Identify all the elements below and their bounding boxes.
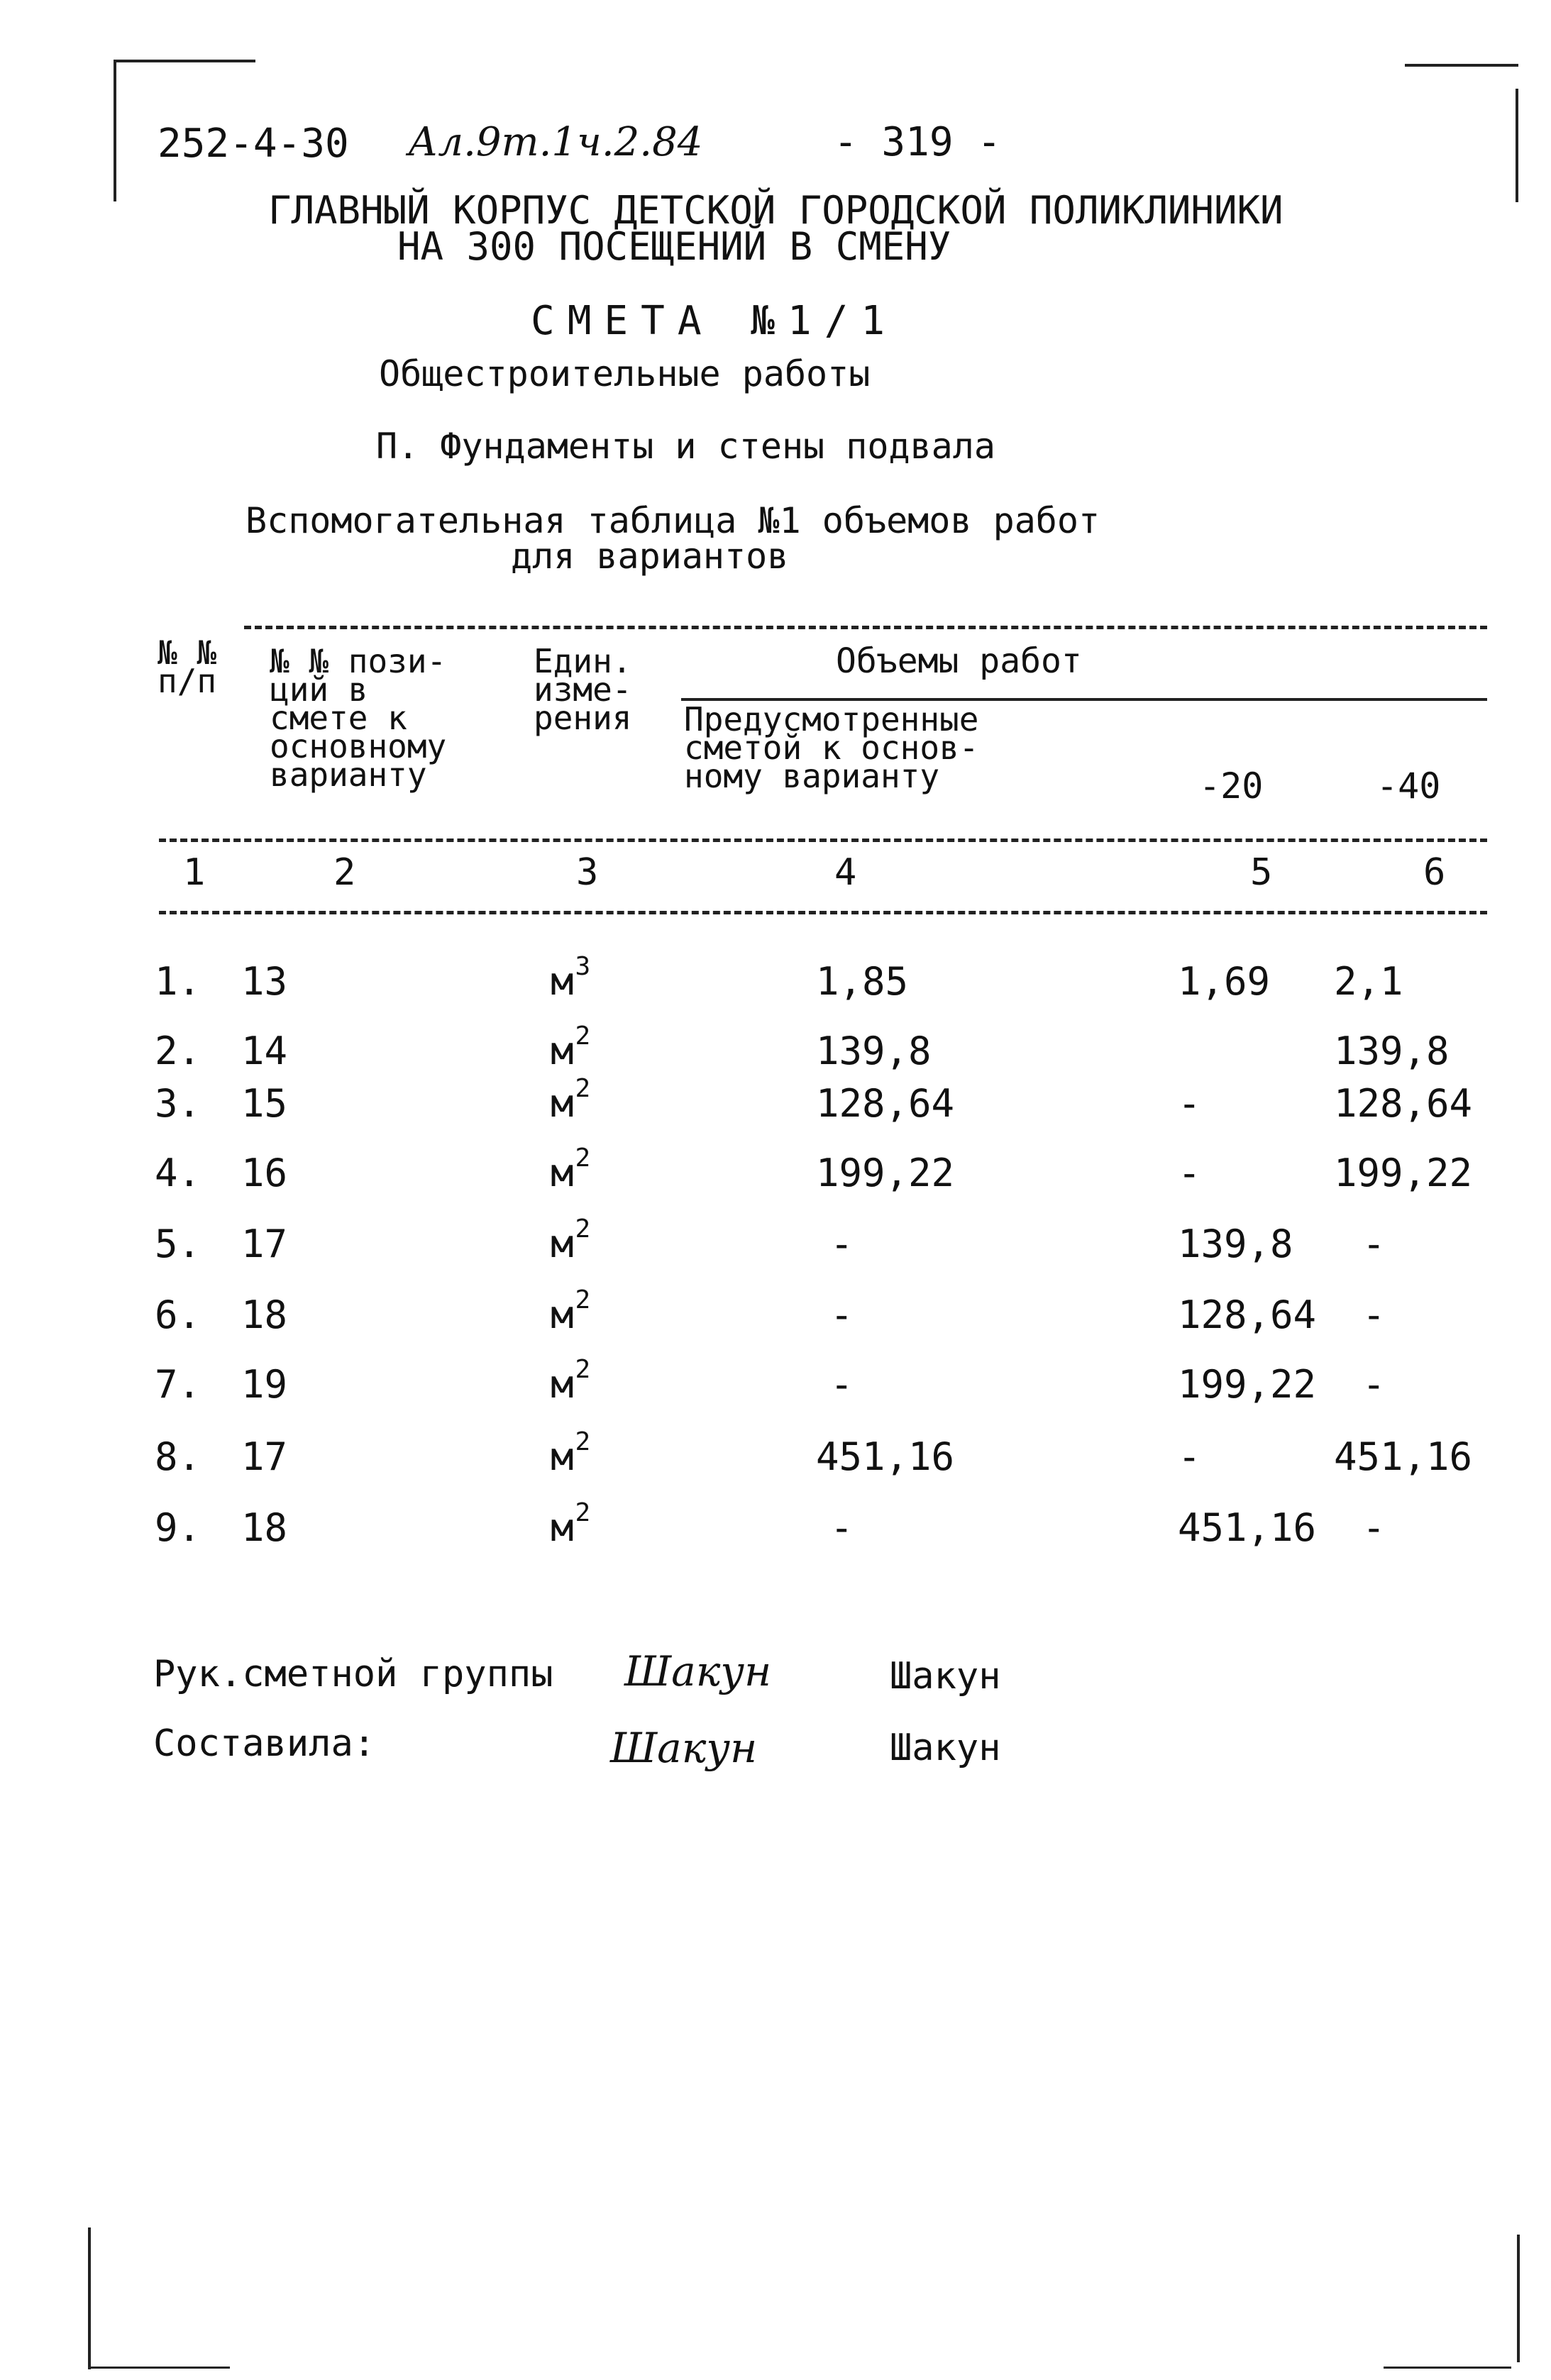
- variant-20-cell: 139,8: [1178, 1222, 1293, 1266]
- variant-20-cell: 1,69: [1178, 959, 1271, 1004]
- unit-exponent: 3: [575, 952, 591, 981]
- variant-40-cell: 128,64: [1334, 1081, 1473, 1126]
- unit-cell: [551, 1285, 591, 1337]
- unit-symbol: м: [551, 1222, 574, 1266]
- position-cell: 19: [241, 1362, 288, 1407]
- variant-40-cell: 139,8: [1334, 1029, 1450, 1073]
- row-number: 5.: [155, 1222, 202, 1266]
- variant-40-cell: -: [1362, 1293, 1386, 1337]
- unit-symbol: м: [551, 1081, 574, 1126]
- header-bottom-rule: [159, 838, 1487, 842]
- base-volume-cell: -: [830, 1222, 854, 1266]
- row-number: 8.: [155, 1434, 202, 1479]
- unit-exponent: 2: [575, 1074, 591, 1103]
- base-volume-cell: 199,22: [816, 1151, 955, 1195]
- base-volume-cell: -: [830, 1362, 854, 1407]
- header-col4: Предусмотренные сметой к основ- ному варианту: [684, 700, 979, 795]
- unit-cell: [551, 1498, 591, 1550]
- column-number-3: 3: [576, 851, 599, 894]
- unit-symbol: м: [551, 1434, 574, 1479]
- base-volume-cell: -: [830, 1505, 854, 1550]
- unit-cell: [551, 1144, 591, 1195]
- variant-20-cell: -: [1178, 1081, 1201, 1126]
- position-cell: 16: [241, 1151, 288, 1195]
- handwritten-signature-1: Шакун: [624, 1647, 772, 1695]
- work-type-heading: Общестроительные работы: [379, 353, 871, 394]
- unit-cell: [551, 1074, 591, 1126]
- row-number: 7.: [155, 1362, 202, 1407]
- unit-cell: [551, 952, 591, 1004]
- header-col3: Един. изме- рения: [534, 642, 632, 737]
- variant-40-cell: 451,16: [1334, 1434, 1473, 1479]
- position-cell: 18: [241, 1505, 288, 1550]
- row-number: 1.: [155, 959, 202, 1004]
- column-numbers-bottom-rule: [159, 911, 1487, 914]
- frame-bottom-right-horizontal: [1384, 2367, 1511, 2369]
- row-number: 4.: [155, 1151, 202, 1195]
- unit-exponent: 2: [575, 1285, 591, 1314]
- unit-exponent: 2: [575, 1144, 591, 1173]
- unit-symbol: м: [551, 1151, 574, 1195]
- unit-symbol: м: [551, 959, 574, 1004]
- project-title-line2: НА 300 ПОСЕЩЕНИЙ В СМЕНУ: [397, 224, 951, 269]
- frame-bottom-left-vertical: [88, 2227, 91, 2369]
- signature-role-2: Составила:: [153, 1722, 376, 1765]
- position-cell: 17: [241, 1222, 288, 1266]
- column-number-5: 5: [1250, 851, 1273, 894]
- estimate-title: СМЕТА №1/1: [531, 298, 898, 344]
- column-number-2: 2: [333, 851, 356, 894]
- unit-exponent: 2: [575, 1214, 591, 1244]
- variant-40-cell: 199,22: [1334, 1151, 1473, 1195]
- variant-40-cell: -: [1362, 1505, 1386, 1550]
- unit-cell: [551, 1355, 591, 1407]
- signatory-name-2: Шакун: [890, 1727, 1001, 1769]
- position-cell: 13: [241, 959, 288, 1004]
- row-number: 9.: [155, 1505, 202, 1550]
- table-top-rule: [244, 626, 1487, 629]
- variant-40-cell: -: [1362, 1222, 1386, 1266]
- unit-symbol: м: [551, 1293, 574, 1337]
- position-cell: 14: [241, 1029, 288, 1073]
- variant-40-cell: 2,1: [1334, 959, 1403, 1004]
- handwritten-signature-2: Шакун: [610, 1724, 758, 1772]
- variant-20-cell: -: [1178, 1434, 1201, 1479]
- unit-exponent: 2: [575, 1355, 591, 1384]
- unit-cell: [551, 1427, 591, 1479]
- position-cell: 17: [241, 1434, 288, 1479]
- frame-top-left-vertical: [114, 60, 116, 201]
- unit-symbol: м: [551, 1505, 574, 1550]
- base-volume-cell: 128,64: [816, 1081, 955, 1126]
- frame-bottom-right-vertical: [1517, 2235, 1520, 2362]
- unit-exponent: 2: [575, 1427, 591, 1456]
- row-number: 3.: [155, 1081, 202, 1126]
- variant-20-cell: 451,16: [1178, 1505, 1317, 1550]
- header-col1: № № п/п: [158, 633, 217, 700]
- header-col2: № № пози- ций в смете к основному варианту: [270, 642, 447, 794]
- document-code: 252-4-30: [158, 121, 349, 167]
- base-volume-cell: -: [830, 1293, 854, 1337]
- variant-20-cell: 128,64: [1178, 1293, 1317, 1337]
- position-cell: 15: [241, 1081, 288, 1126]
- base-volume-cell: 451,16: [816, 1434, 955, 1479]
- table-title-line2: для вариантов: [511, 536, 789, 577]
- album-reference: Ал.9т.1ч.2.84: [408, 119, 703, 165]
- header-col5: -20: [1199, 765, 1264, 807]
- section-heading: П. Фундаменты и стены подвала: [376, 426, 995, 467]
- signature-role-1: Рук.сметной группы: [153, 1653, 553, 1695]
- unit-symbol: м: [551, 1029, 574, 1073]
- row-number: 2.: [155, 1029, 202, 1073]
- unit-cell: [551, 1022, 591, 1073]
- variant-20-cell: 199,22: [1178, 1362, 1317, 1407]
- header-volumes: Объемы работ: [836, 641, 1082, 681]
- position-cell: 18: [241, 1293, 288, 1337]
- frame-top-left-horizontal: [114, 60, 255, 62]
- frame-bottom-left-horizontal: [88, 2367, 230, 2369]
- frame-top-right-vertical: [1516, 89, 1518, 202]
- column-number-6: 6: [1423, 851, 1446, 894]
- column-number-1: 1: [183, 851, 206, 894]
- unit-symbol: м: [551, 1362, 574, 1407]
- page-number: - 319 -: [834, 119, 1002, 165]
- table-title-line1: Вспомогательная таблица №1 объемов работ: [245, 500, 1100, 541]
- column-number-4: 4: [834, 851, 857, 894]
- signatory-name-1: Шакун: [890, 1655, 1001, 1698]
- unit-exponent: 2: [575, 1498, 591, 1527]
- unit-cell: [551, 1214, 591, 1266]
- project-title-line1: ГЛАВНЫЙ КОРПУС ДЕТСКОЙ ГОРОДСКОЙ ПОЛИКЛИНИКИ: [268, 188, 1284, 233]
- base-volume-cell: 1,85: [816, 959, 909, 1004]
- frame-top-right-horizontal: [1405, 64, 1518, 67]
- base-volume-cell: 139,8: [816, 1029, 932, 1073]
- row-number: 6.: [155, 1293, 202, 1337]
- unit-exponent: 2: [575, 1022, 591, 1051]
- variant-20-cell: -: [1178, 1151, 1201, 1195]
- header-col6: -40: [1376, 765, 1441, 807]
- variant-40-cell: -: [1362, 1362, 1386, 1407]
